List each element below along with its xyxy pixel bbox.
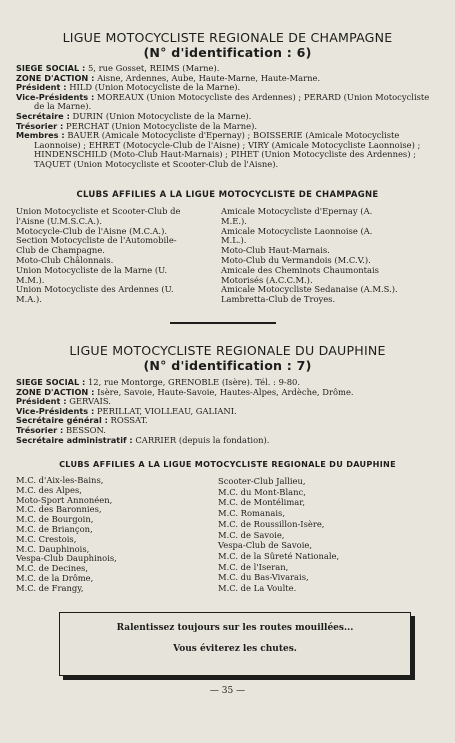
champagne-clubs-title: CLUBS AFFILIES A LA LIGUE MOTOCYCLISTE DE CHAMPAGNE — [76, 190, 379, 200]
notice-line-2: Vous éviterez les chutes. — [173, 644, 297, 654]
dauphine-subtitle: (N° d'identification : 7) — [143, 358, 312, 373]
list-item: Lambretta-Club de Troyes. — [221, 294, 336, 305]
champagne-clubs-right — [221, 207, 398, 305]
detail-row: Trésorier : PERCHAT (Union Motocycliste de la Marne). — [16, 120, 258, 131]
list-item: Amicale Motocycliste Laonnoise (A. — [221, 225, 373, 236]
list-item: M.C. des Baronnies, — [16, 504, 102, 515]
list-item: M.C. de Roussillon-Isère, — [218, 518, 325, 529]
detail-row: Président : HILD (Union Motocycliste de la Marne). — [16, 82, 241, 93]
list-item: M.C. de Frangy, — [16, 582, 84, 593]
list-item: Union Motocycliste et Scooter-Club de — [16, 206, 181, 216]
list-item: M.C. de la Drôme, — [16, 572, 94, 583]
list-item: Vespa-Club Dauphinois, — [16, 553, 117, 564]
list-item: M.C. d'Aix-les-Bains, — [16, 475, 104, 485]
detail-row: ZONE D'ACTION : Aisne, Ardennes, Aube, Haute-Marne, Haute-Marne. — [16, 72, 321, 83]
safety-notice-box — [59, 612, 411, 676]
list-item: M.A.). — [16, 294, 42, 305]
dauphine-clubs-right — [218, 476, 339, 594]
list-item: Motocycle-Club de l'Aisne (M.C.A.). — [16, 225, 168, 236]
list-item: Section Motocycliste de l'Automobile- — [16, 235, 177, 246]
detail-row: Vice-Présidents : MOREAUX (Union Motocycliste des Ardennes) ; PERARD (Union Motocycliste de la Marne). — [16, 91, 430, 112]
champagne-details — [16, 64, 436, 170]
list-item: M.C. de l'Iseran, — [218, 561, 289, 572]
list-item: Union Motocycliste des Ardennes (U. — [16, 284, 174, 295]
list-item: M.C. de Decines, — [16, 563, 89, 574]
list-item: Vespa-Club de Savoie, — [218, 540, 313, 551]
list-item: Moto-Club du Vermandois (M.C.V.). — [221, 254, 371, 265]
list-item: M.E.). — [221, 215, 247, 226]
list-item: M.C. du Mont-Blanc, — [218, 486, 306, 497]
list-item: Amicale Motocycliste d'Epernay (A. — [221, 206, 373, 216]
detail-row: Secrétaire général : ROSSAT. — [16, 415, 148, 426]
detail-row: Vice-Présidents : PERILLAT, VIOLLEAU, GALIANI. — [16, 405, 237, 416]
list-item: Motorisés (A.C.C.M.). — [221, 274, 313, 285]
detail-row: ZONE D'ACTION : Isère, Savoie, Haute-Savoie, Hautes-Alpes, Ardèche, Drôme. — [16, 386, 354, 397]
section-title-champagne — [0, 30, 455, 60]
list-item: M.C. de la Sûreté Nationale, — [218, 550, 340, 561]
champagne-subtitle: (N° d'identification : 6) — [143, 45, 312, 60]
list-item: M.C. de Montélimar, — [218, 497, 306, 508]
list-item: Club de Champagne. — [16, 245, 105, 256]
dauphine-clubs-title: CLUBS AFFILIES A LA LIGUE MOTOCYCLISTE REGIONALE DU DAUPHINE — [59, 459, 396, 469]
section-divider — [170, 322, 276, 324]
detail-row: Président : GERVAIS. — [16, 396, 111, 407]
dauphine-title: LIGUE MOTOCYCLISTE REGIONALE DU DAUPHINE — [69, 343, 386, 358]
list-item: M.C. Crestois, — [16, 533, 77, 544]
detail-row: SIEGE SOCIAL : 12, rue Montorge, GRENOBLE (Isère). Tél. : 9-80. — [16, 377, 301, 387]
dauphine-clubs-left — [16, 476, 117, 594]
list-item: M.C. Dauphinois, — [16, 543, 90, 554]
champagne-clubs-left — [16, 207, 180, 305]
list-item: M.C. du Bas-Vivarais, — [218, 572, 309, 583]
list-item: Moto-Club Haut-Marnais. — [221, 245, 330, 256]
list-item: M.C. Romanais, — [218, 508, 285, 519]
detail-row: Membres : BAUER (Amicale Motocycliste d'Epernay) ; BOISSERIE (Amicale Motocycliste Laonnoise) ; EHRET (Motocycle-Club de l'Aisne) ; VIRY (Amicale Motocycliste Laonnoise) ; HINDENSCHILD (Moto-Club Haut-Marnais) ; PIHET (Union Motocycliste des Ardennes) ; TAQUET (Union Motocycliste et Scooter-Club de l'Aisne). — [16, 130, 421, 169]
list-item: l'Aisne (U.M.S.C.A.). — [16, 215, 102, 226]
list-item: M.L.). — [221, 235, 247, 246]
list-item: Moto-Club Châlonnais. — [16, 254, 114, 265]
list-item: M.C. de La Voulte. — [218, 583, 297, 594]
list-item: M.M.). — [16, 274, 45, 285]
champagne-title: LIGUE MOTOCYCLISTE REGIONALE DE CHAMPAGNE — [62, 30, 393, 45]
detail-row: Trésorier : BESSON. — [16, 424, 106, 435]
page-number: — 35 — — [209, 686, 246, 696]
list-item: Moto-Sport Annonéen, — [16, 494, 113, 505]
list-item: Scooter-Club Jallieu, — [218, 476, 306, 486]
detail-row: Secrétaire : DURIN (Union Motocycliste de la Marne). — [16, 110, 252, 121]
list-item: M.C. de Briançon, — [16, 523, 93, 534]
list-item: Union Motocycliste de la Marne (U. — [16, 264, 168, 275]
list-item: Amicale Motocycliste Sedanaise (A.M.S.). — [221, 284, 398, 295]
list-item: Amicale des Cheminots Chaumontais — [221, 264, 379, 275]
list-item: M.C. de Bourgoin, — [16, 514, 94, 525]
detail-row: SIEGE SOCIAL : 5, rue Gosset, REIMS (Marne). — [16, 63, 220, 73]
dauphine-details — [16, 378, 436, 445]
notice-line-1: Ralentissez toujours sur les routes mouillées... — [116, 623, 354, 633]
section-title-dauphine — [0, 343, 455, 373]
detail-row: Secrétaire administratif : CARRIER (depuis la fondation). — [16, 434, 270, 445]
list-item: M.C. de Savoie, — [218, 529, 285, 540]
list-item: M.C. des Alpes, — [16, 484, 82, 495]
